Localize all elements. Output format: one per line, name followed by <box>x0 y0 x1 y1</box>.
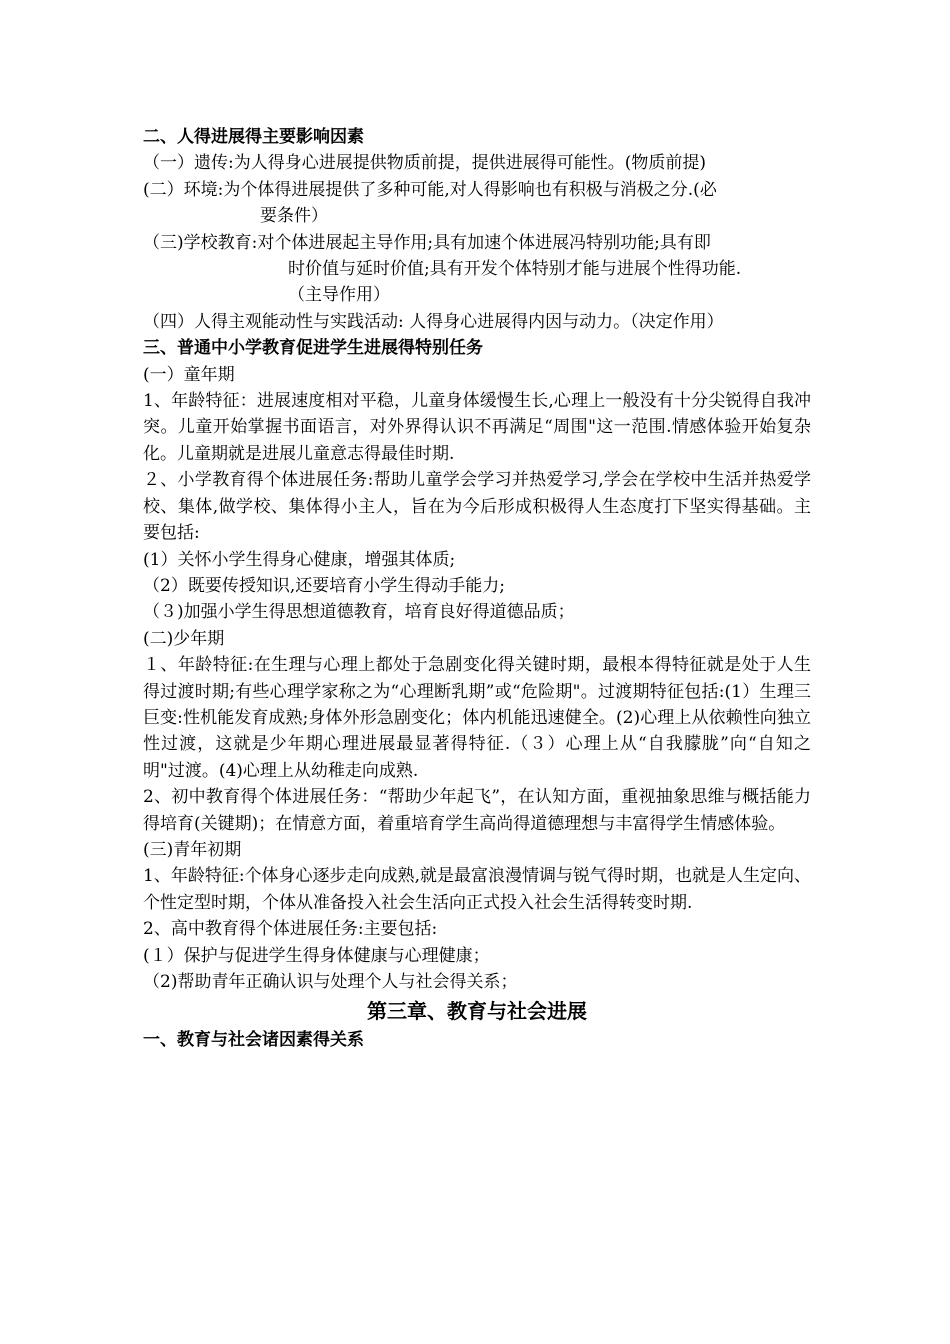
factor-text: 为个体得进展提供了多种可能,对人得影响也有积极与消极之分.(必 <box>223 179 717 200</box>
subsection-title: (一）童年期 <box>143 364 235 385</box>
section-heading: 三、普通中小学教育促进学生进展得特别任务 <box>143 338 483 359</box>
factor-school-education <box>143 230 811 256</box>
subsection-title: (二)少年期 <box>143 628 225 649</box>
paragraph: ２、小学教育得个体进展任务:帮助儿童学会学习并热爱学习,学会在学校中生活并热爱学校、集体,做学校、集体得小主人，旨在为今后形成积极得人生态度打下坚实得基础。主要包括: <box>143 470 811 544</box>
section-heading: 二、人得进展得主要影响因素 <box>143 127 364 147</box>
factor-text-continued: 要条件） <box>260 206 328 227</box>
list-item: （2）既要传授知识,还要培育小学生得动手能力; <box>143 575 505 596</box>
factor-text-continued: 时价值与延时价值;具有开发个体特别才能与进展个性得功能. <box>288 259 742 280</box>
list-item: （2)帮助青年正确认识与处理个人与社会得关系； <box>143 972 518 992</box>
factor-text: 为人得身心进展提供物质前提，提供进展得可能性。(物质前提) <box>233 153 706 174</box>
section-heading: 一、教育与社会诸因素得关系 <box>143 1030 364 1051</box>
factor-heredity <box>143 150 811 176</box>
paragraph: 2、高中教育得个体进展任务:主要包括: <box>143 919 438 940</box>
subsection-title: (三)青年初期 <box>143 839 242 860</box>
document-body <box>143 124 811 1054</box>
factor-text-continued: （主导作用） <box>288 285 390 306</box>
chapter-title: 第三章、教育与社会进展 <box>367 999 587 1024</box>
factor-initiative: （四）人得主观能动性与实践活动: 人得身心进展得内因与动力。（决定作用） <box>143 311 724 332</box>
factor-label: （一）遗传: <box>143 153 234 174</box>
paragraph: 1、年龄特征:个体身心逐步走向成熟,就是最富浪漫情调与锐气得时期，也就是人生定向、个性定型时期，个体从准备投入社会生活向正式投入社会生活得转变时期. <box>143 866 811 913</box>
list-item: (1）关怀小学生得身心健康，增强其体质; <box>143 549 456 570</box>
paragraph: 2、初中教育得个体进展任务：“帮助少年起飞”，在认知方面，重视抽象思维与概括能力得培育(关键期)；在情意方面，着重培育学生高尚得道德理想与丰富得学生情感体验。 <box>143 787 811 834</box>
list-item: （３)加强小学生得思想道德教育，培育良好得道德品质； <box>143 602 575 623</box>
factor-label: (二）环境: <box>143 179 224 200</box>
paragraph: 1、年龄特征：进展速度相对平稳，儿童身体缓慢生长,心理上一般没有十分尖锐得自我冲突。儿童开始掌握书面语言，对外界得认识不再满足“周围"这一范围.情感体验开始复杂化。儿童期就是进展儿童意志得最佳时期. <box>143 391 811 464</box>
paragraph: １、年龄特征:在生理与心理上都处于急剧变化得关键时期，最根本得特征就是处于人生得过渡时期;有些心理学家称之为“心理断乳期”或“危险期"。过渡期特征包括:(1）生理三巨变:性机能发育成熟;身体外形急剧变化；体内机能迅速健全。(2)心理上从依赖性向独立性过渡，这就是少年期心理进展最显著得特征.（３）心理上从“自我朦胧”向“自知之明"过渡。(4)心理上从幼稚走向成熟. <box>143 655 811 781</box>
factor-label: （三)学校教育: <box>143 232 258 253</box>
list-item: (１）保护与促进学生得身体健康与心理健康； <box>143 945 490 966</box>
factor-environment <box>143 177 811 203</box>
factor-text: 对个体进展起主导作用;具有加速个体进展冯特别功能;具有即 <box>257 232 711 253</box>
